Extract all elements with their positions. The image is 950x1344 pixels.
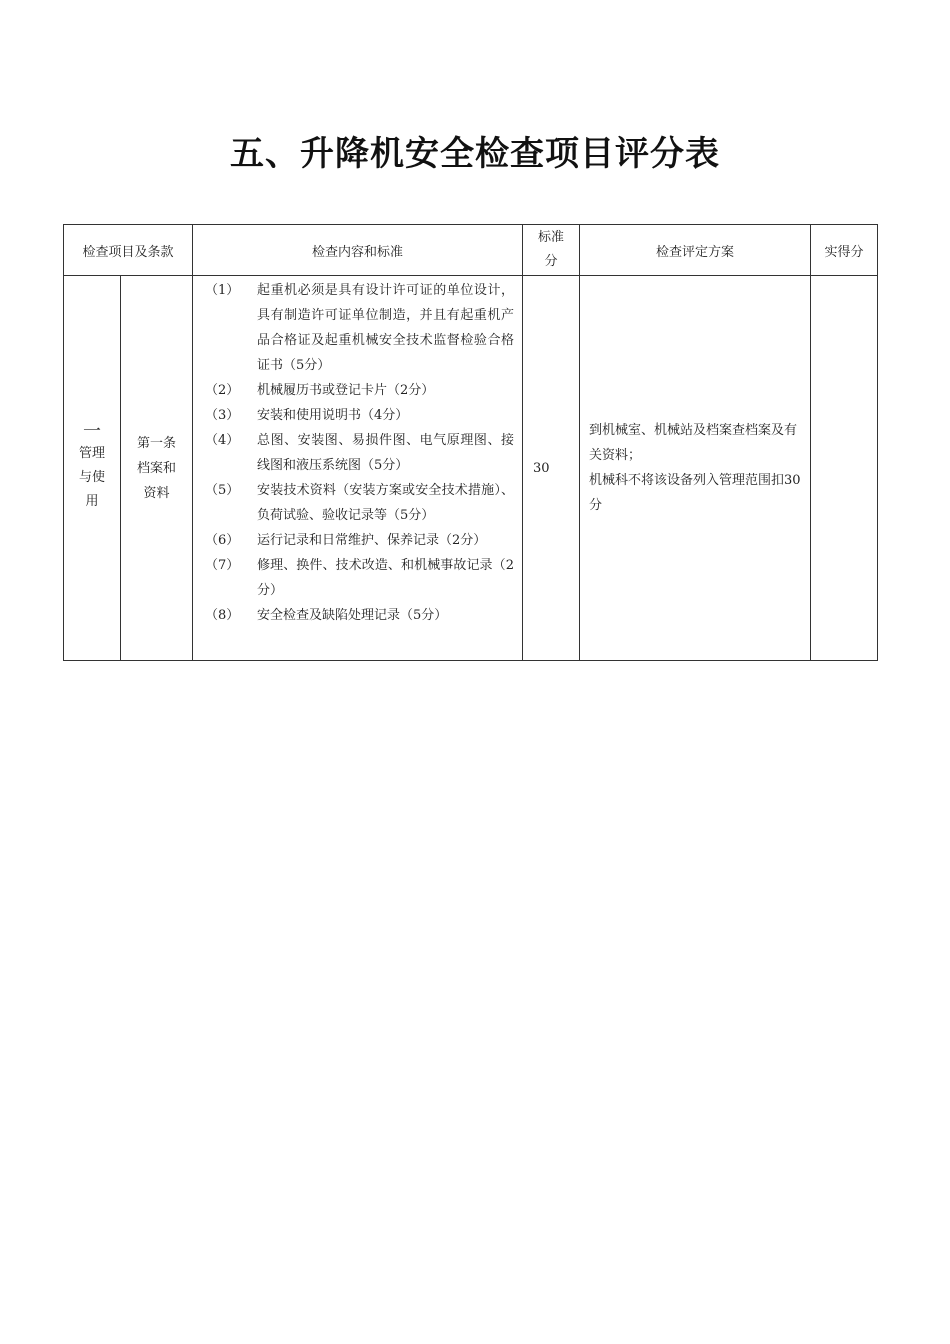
clause-line1: 第一条 (137, 435, 177, 451)
item-text: 机械履历书或登记卡片（2分） (257, 383, 435, 398)
list-item (205, 403, 514, 428)
clause-line2: 档案和 (137, 460, 177, 476)
item-text: 安全检查及缺陷处理记录（5分） (257, 608, 448, 623)
content-cell (193, 276, 523, 661)
item-number: （8） (205, 608, 240, 623)
item-number: （7） (205, 558, 240, 573)
header-plan: 检查评定方案 (580, 225, 811, 276)
standard-score-cell: 30 (523, 276, 580, 661)
plan-line1: 到机械室、机械站及档案查档案及有关资料； (589, 423, 798, 463)
header-standard-score (523, 225, 580, 276)
item-number: （1） (205, 283, 240, 298)
clause-cell (121, 276, 193, 661)
list-item (205, 478, 514, 528)
plan-line2: 机械科不将该设备列入管理范围扣30分 (589, 473, 801, 513)
list-item (205, 528, 514, 553)
clause-line3: 资料 (143, 485, 170, 501)
list-item (205, 428, 514, 478)
item-text: 安装和使用说明书（4分） (257, 408, 409, 423)
header-actual: 实得分 (811, 225, 878, 276)
item-text: 安装技术资料（安装方案或安全技术措施）、负荷试验、验收记录等（5分） (257, 483, 515, 523)
item-number: （5） (205, 483, 240, 498)
category-line1: 管理 (78, 446, 105, 461)
table-header-row (64, 225, 878, 276)
plan-cell (580, 276, 811, 661)
list-item (205, 553, 514, 603)
header-standard-score-line1: 标准 (538, 230, 565, 245)
page-title: 五、升降机安全检查项目评分表 (230, 134, 720, 174)
item-number: （2） (205, 383, 240, 398)
item-number: （6） (205, 533, 240, 548)
category-cell (64, 276, 121, 661)
score-table (63, 224, 878, 661)
list-item (205, 278, 514, 378)
category-line2: 与使 (78, 470, 105, 485)
item-text: 修理、换件、技术改造、和机械事故记录（2分） (257, 558, 515, 598)
item-number: （4） (205, 433, 240, 448)
header-content: 检查内容和标准 (193, 225, 523, 276)
header-item: 检查项目及条款 (64, 225, 193, 276)
item-text: 起重机必须是具有设计许可证的单位设计，具有制造许可证单位制造，并且有起重机产品合格证及起重机械安全技术监督检验合格证书（5分） (257, 283, 515, 373)
item-text: 总图、安装图、易损件图、电气原理图、接线图和液压系统图（5分） (257, 433, 515, 473)
category-number: 一 (83, 421, 101, 442)
item-number: （3） (205, 408, 240, 423)
list-item (205, 603, 514, 628)
table-row (64, 276, 878, 661)
category-line3: 用 (85, 494, 99, 509)
header-standard-score-line2: 分 (544, 254, 558, 269)
item-text: 运行记录和日常维护、保养记录（2分） (257, 533, 487, 548)
actual-score-cell[interactable] (811, 276, 878, 661)
list-item (205, 378, 514, 403)
